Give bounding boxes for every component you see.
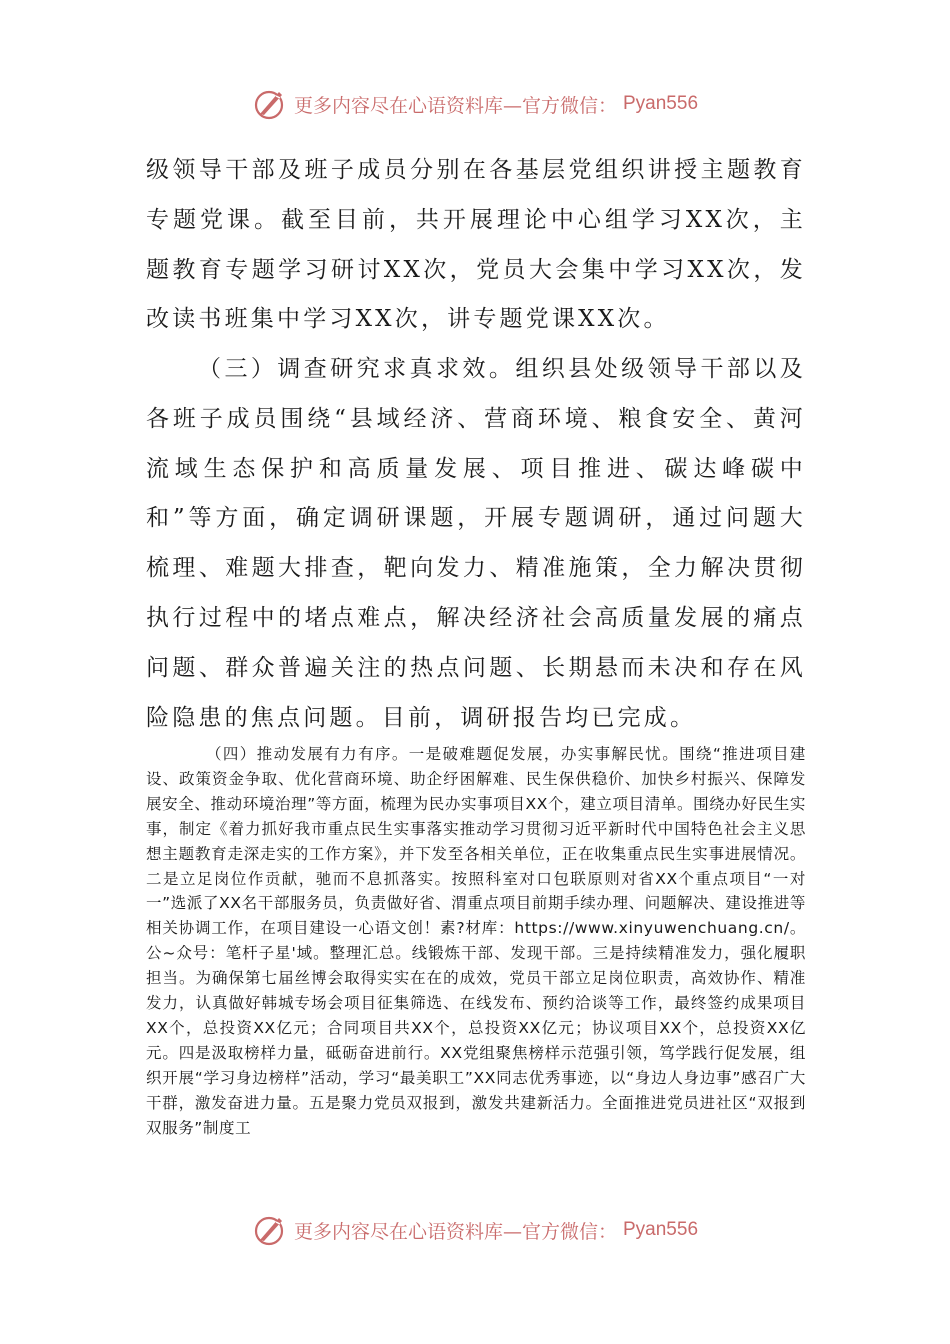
watermark-handle: Pyan556	[623, 93, 699, 114]
paragraph-study-summary: 级领导干部及班子成员分别在各基层党组织讲授主题教育专题党课。截至目前，共开展理论中心组学习XX次，主题教育专题学习研讨XX次，党员大会集中学习XX次，发改读书班集中学习XX次，讲专题党课XX次。	[146, 157, 806, 333]
paragraph-development: （四）推动发展有力有序。一是破难题促发展，办实事解民忧。围绕“推进项目建设、政策资金争取、优化营商环境、助企纾困解难、民生保供稳价、加快乡村振兴、保障发展安全、推动环境治理”等方面，梳理为民办实事项目XX个，建立项目清单。围绕办好民生实事，制定《着力抓好我市重点民生实事落实推动学习贯彻习近平新时代中国特色社会主义思想主题教育走深走实的工作方案》，并下发至各相关单位，正在收集重点民生实事进展情况。二是立足岗位作贡献，驰而不息抓落实。按照科室对口包联原则对省XX个重点项目“一对一”选派了XX名干部服务员，负责做好省、渭重点项目前期手续办理、问题解决、建设推进等相关协调工作，在项目建设一心语文创！素?材库：https://www.xinyuwenchuang.cn/。公~众号：笔杆子星'域。整理汇总。线锻炼干部、发现干部。三是持续精准发力，强化履职担当。为确保第七届丝博会取得实实在在的成效，党员干部立足岗位职责，高效协作、精准发力，认真做好韩城专场会项目征集筛选、在线发布、预约洽谈等工作，最终签约成果项目XX个，总投资XX亿元；合同项目共XX个，总投资XX亿元；协议项目XX个，总投资XX亿元。四是汲取榜样力量，砥砺奋进前行。XX党组聚焦榜样示范强引领，笃学践行促发展，组织开展“学习身边榜样”活动，学习“最美职工”XX同志优秀事迹，以“身边人身边事”感召广大干群，激发奋进力量。五是聚力党员双报到，激发共建新活力。全面推进党员进社区“双报到双服务”制度工	[146, 745, 806, 1137]
watermark-text: 更多内容尽在心语资料库—官方微信：	[293, 1220, 617, 1243]
footer-watermark	[0, 1210, 950, 1250]
quill-logo-icon	[252, 1212, 288, 1248]
quill-logo-icon	[252, 86, 288, 122]
header-watermark	[0, 84, 950, 124]
paragraph-research: （三）调查研究求真求效。组织县处级领导干部以及各班子成员围绕“县域经济、营商环境、粮食安全、黄河流域生态保护和高质量发展、项目推进、碳达峰碳中和”等方面，确定调研课题，开展专题调研，通过问题大梳理、难题大排查，靶向发力、精准施策，全力解决贯彻执行过程中的堵点难点，解决经济社会高质量发展的痛点问题、群众普遍关注的热点问题、长期悬而未决和存在风险隐患的焦点问题。目前，调研报告均已完成。	[146, 356, 806, 731]
watermark-text: 更多内容尽在心语资料库—官方微信：	[293, 94, 617, 117]
watermark-handle: Pyan556	[623, 1219, 699, 1240]
